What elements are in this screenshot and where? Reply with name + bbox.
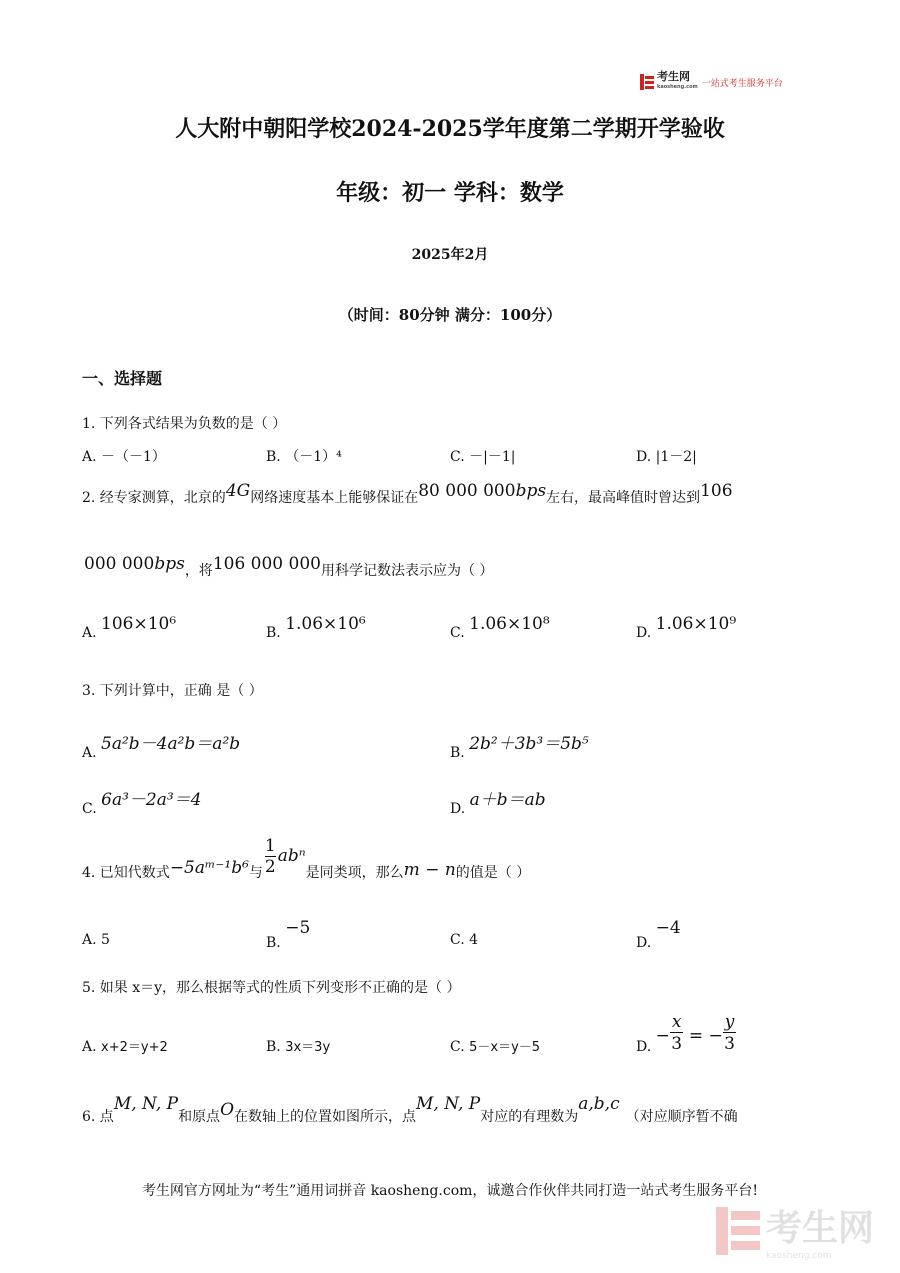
q2-math-number: 106 000 000 [212, 554, 321, 574]
section-heading: 一、选择题 [82, 369, 163, 388]
q5-frac-x: $\frac{x}{3}$ [671, 1012, 683, 1054]
q4-option-d: D. −4 [636, 918, 681, 951]
q6-text-4: 对应的有理数为 [480, 1109, 579, 1125]
q5-option-d: D. − $\frac{x}{3}$ = − $\frac{y}{3}$ [636, 1012, 735, 1055]
q2-option-b: B. 1.06×10⁶ [266, 614, 366, 641]
q4-option-b: B. −5 [266, 918, 311, 951]
q6-math-mnp-2: M, N, P [416, 1094, 481, 1114]
q4-text-4: 的值是（ ） [455, 865, 531, 881]
q1-stem: 1. 下列各式结果为负数的是（ ） [82, 416, 287, 432]
watermark-domain: kaosheng.com [766, 1251, 832, 1261]
kaosheng-logo-icon [640, 74, 654, 90]
q5-option-c: C. 5－x＝y－5 [450, 1039, 541, 1055]
q4-stem [82, 836, 531, 881]
q2-math-peak: 106 [700, 481, 733, 501]
q4-math-expr2: abⁿ [277, 846, 306, 866]
exam-title: 人大附中朝阳学校2024-2025学年度第二学期开学验收 [175, 116, 725, 142]
header-logo [640, 72, 783, 92]
q4-fraction: $\frac{1}{2}$ [264, 836, 276, 877]
q1-option-a: A. －（－1） [82, 449, 166, 465]
q2-option-d: D. 1.06×10⁹ [636, 614, 737, 641]
exam-info: （时间：80分钟 满分：100分） [338, 306, 562, 324]
q6-text-1: 6. 点 [82, 1109, 114, 1125]
q4-text-3: 是同类项，那么 [305, 865, 404, 881]
q6-math-mnp: M, N, P [113, 1094, 179, 1114]
q2-text-4: ，将 [184, 563, 213, 579]
q3-option-b: B. 2b²＋3b³＝5b⁵ [450, 734, 589, 761]
q4-text-1: 4. 已知代数式 [82, 865, 170, 881]
logo-domain: kaosheng.com [657, 84, 698, 90]
logo-slogan: 一站式考生服务平台 [701, 78, 783, 89]
watermark [716, 1200, 874, 1261]
q1-option-c: C. －|－1| [450, 449, 516, 465]
q2-text-1: 2. 经专家测算，北京的 [82, 490, 226, 506]
q4-option-c: C. 4 [450, 932, 479, 948]
q6-math-o: O [220, 1100, 234, 1120]
logo-name: 考生网 kaosheng.com [657, 70, 698, 90]
q3-stem: 3. 下列计算中，正确 是（ ） [82, 683, 263, 699]
q3-option-c: C. 6a³－2a³＝4 [82, 790, 202, 817]
watermark-logo-icon [716, 1207, 760, 1255]
q2-math-4g: 4G [225, 481, 251, 501]
q5-option-a: A. x+2＝y+2 [82, 1039, 168, 1055]
q5-stem: 5. 如果 x＝y，那么根据等式的性质下列变形不正确的是（ ） [82, 980, 461, 996]
q4-math-expr1: −5aᵐ⁻¹b⁶ [169, 858, 249, 878]
q6-stem [82, 1094, 738, 1126]
watermark-text: 考生网 [766, 1208, 875, 1249]
q4-text-2: 与 [248, 865, 263, 881]
q3-option-a: A. 5a²b－4a²b＝a²b [82, 734, 241, 761]
grade-subject: 年级：初一 学科：数学 [336, 180, 564, 206]
q1-option-b: B. （－1）⁴ [266, 449, 342, 465]
q5-frac-y: $\frac{y}{3}$ [724, 1012, 735, 1054]
q2-math-bps-2: bps [154, 554, 185, 574]
q2-text-2: 网络速度基本上能够保证在 [250, 490, 419, 506]
footer-note: 考生网官方网址为“考生”通用词拼音 kaosheng.com，诚邀合作伙伴共同打造一站式考生服务平台! [141, 1183, 759, 1199]
q1-option-d: D. |1－2| [636, 449, 697, 465]
q4-option-a: A. 5 [82, 932, 110, 948]
exam-date: 2025年2月 [411, 247, 489, 263]
q6-text-5: （对应顺序暂不确 [625, 1109, 738, 1125]
q2-math-speed: 80 000 000 [418, 481, 516, 501]
q2-line2 [84, 554, 494, 580]
q3-option-d: D. a＋b＝ab [450, 790, 546, 817]
q2-option-c: C. 1.06×10⁸ [450, 614, 550, 641]
q5-option-b: B. 3x＝3y [266, 1039, 331, 1055]
q6-text-3: 在数轴上的位置如图所示，点 [234, 1109, 416, 1125]
q6-text-2: 和原点 [178, 1109, 221, 1125]
q6-math-abc: a,b,c [578, 1094, 620, 1114]
q2-text-3: 左右，最高峰值时曾达到 [546, 490, 701, 506]
q4-math-m-n: m − n [403, 860, 456, 880]
q2-line1 [82, 481, 733, 507]
q2-text-5: 用科学记数法表示应为（ ） [320, 563, 494, 579]
q2-option-a: A. 106×10⁶ [82, 614, 177, 641]
q2-math-peak-rest: 000 000 [84, 554, 155, 574]
q2-math-bps: bps [515, 481, 547, 501]
